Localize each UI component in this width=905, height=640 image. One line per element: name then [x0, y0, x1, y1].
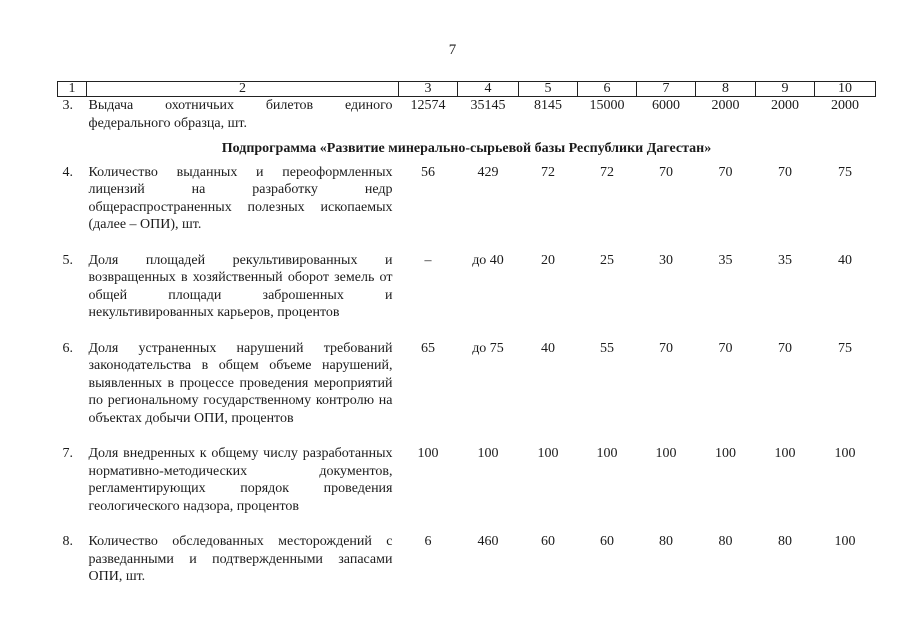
row-value: 2000 [771, 98, 799, 113]
row-value: 2000 [831, 98, 859, 113]
row-value: 56 [421, 164, 435, 180]
table-row [58, 533, 876, 586]
page-number: 7 [448, 42, 457, 58]
row-value: 15000 [589, 98, 625, 113]
section-row [58, 132, 876, 164]
row-value: 72 [541, 164, 555, 180]
header-row [58, 82, 876, 97]
row-value: 8145 [534, 98, 562, 113]
row-value: 55 [600, 340, 614, 356]
row-value: 100 [477, 446, 499, 461]
row-value: 100 [655, 446, 677, 461]
header-cell: 5 [519, 82, 578, 97]
header-cell: 9 [756, 82, 815, 97]
row-value: до 75 [472, 340, 504, 356]
row-value: 100 [834, 534, 856, 549]
table-row [58, 252, 876, 340]
indicators-table [57, 81, 876, 586]
header-cell: 7 [637, 82, 696, 97]
table-row [58, 340, 876, 446]
row-value: 40 [838, 252, 852, 268]
row-text: Доля устраненных нарушений требований законодательства в общем объеме нарушений, выявленных в процессе проведения мероприятий по региональному государственному контролю на объектах добычи ОПИ, процентов [88, 340, 393, 426]
row-value: 100 [834, 446, 856, 461]
table-row [58, 164, 876, 252]
row-value: 72 [600, 164, 614, 180]
row-text: Количество выданных и переоформленных лицензий на разработку недр общераспространенных полезных ископаемых (далее – ОПИ), шт. [88, 164, 393, 232]
row-value: 40 [541, 340, 555, 356]
row-value: 75 [838, 340, 852, 356]
row-value: 60 [541, 534, 555, 549]
row-value: 35 [718, 252, 733, 268]
row-number: 4. [62, 164, 73, 180]
row-number: 3. [62, 98, 73, 113]
row-value: 2000 [711, 98, 740, 113]
row-value: 100 [596, 446, 618, 461]
row-value: 100 [537, 446, 559, 461]
row-value: 30 [659, 252, 673, 268]
row-text: Выдача охотничьих билетов единого федерального образца, шт. [88, 98, 393, 131]
header-cell: 10 [815, 82, 876, 97]
row-value: 60 [600, 534, 614, 549]
row-value: 460 [477, 534, 499, 549]
header-cell: 6 [578, 82, 637, 97]
header-cell: 1 [58, 82, 87, 97]
row-value: 100 [774, 446, 796, 461]
row-value: 70 [659, 164, 673, 180]
row-value: 70 [718, 340, 733, 356]
row-value: – [424, 252, 432, 268]
row-number: 5. [62, 252, 73, 268]
row-number: 7. [62, 446, 73, 461]
header-cell: 4 [458, 82, 519, 97]
header-cell: 8 [696, 82, 756, 97]
row-number: 6. [62, 340, 73, 356]
row-value: 20 [541, 252, 555, 268]
table-row [58, 97, 876, 133]
row-value: 100 [715, 446, 736, 461]
row-value: 6 [424, 534, 432, 549]
row-number: 8. [62, 534, 73, 549]
row-value: 65 [421, 340, 435, 356]
row-text: Доля внедренных к общему числу разработанных нормативно-методических документов, регламентирующих порядок проведения геологического надзора, процентов [88, 446, 393, 514]
row-value: до 40 [472, 252, 504, 268]
row-value: 429 [477, 164, 499, 180]
row-text: Доля площадей рекультивированных и возвращенных в хозяйственный оборот земель от общей площади заброшенных и некультивированных карьеров, процентов [88, 252, 393, 320]
row-value: 100 [417, 446, 439, 461]
row-value: 80 [718, 534, 733, 549]
row-value: 70 [778, 164, 792, 180]
row-text: Количество обследованных месторождений с разведанными и подтвержденными запасами ОПИ, шт. [88, 534, 393, 584]
row-value: 70 [718, 164, 733, 180]
row-value: 25 [600, 252, 614, 268]
row-value: 70 [659, 340, 673, 356]
header-cell: 3 [399, 82, 458, 97]
row-value: 35145 [470, 98, 506, 113]
row-value: 80 [778, 534, 792, 549]
row-value: 75 [838, 164, 852, 180]
table-row [58, 445, 876, 533]
row-value: 12574 [410, 98, 446, 113]
row-value: 6000 [652, 98, 680, 113]
row-value: 70 [778, 340, 792, 356]
header-cell: 2 [87, 82, 399, 97]
row-value: 35 [778, 252, 792, 268]
row-value: 80 [659, 534, 673, 549]
section-title: Подпрограмма «Развитие минерально-сырьевой базы Республики Дагестан» [221, 141, 712, 156]
